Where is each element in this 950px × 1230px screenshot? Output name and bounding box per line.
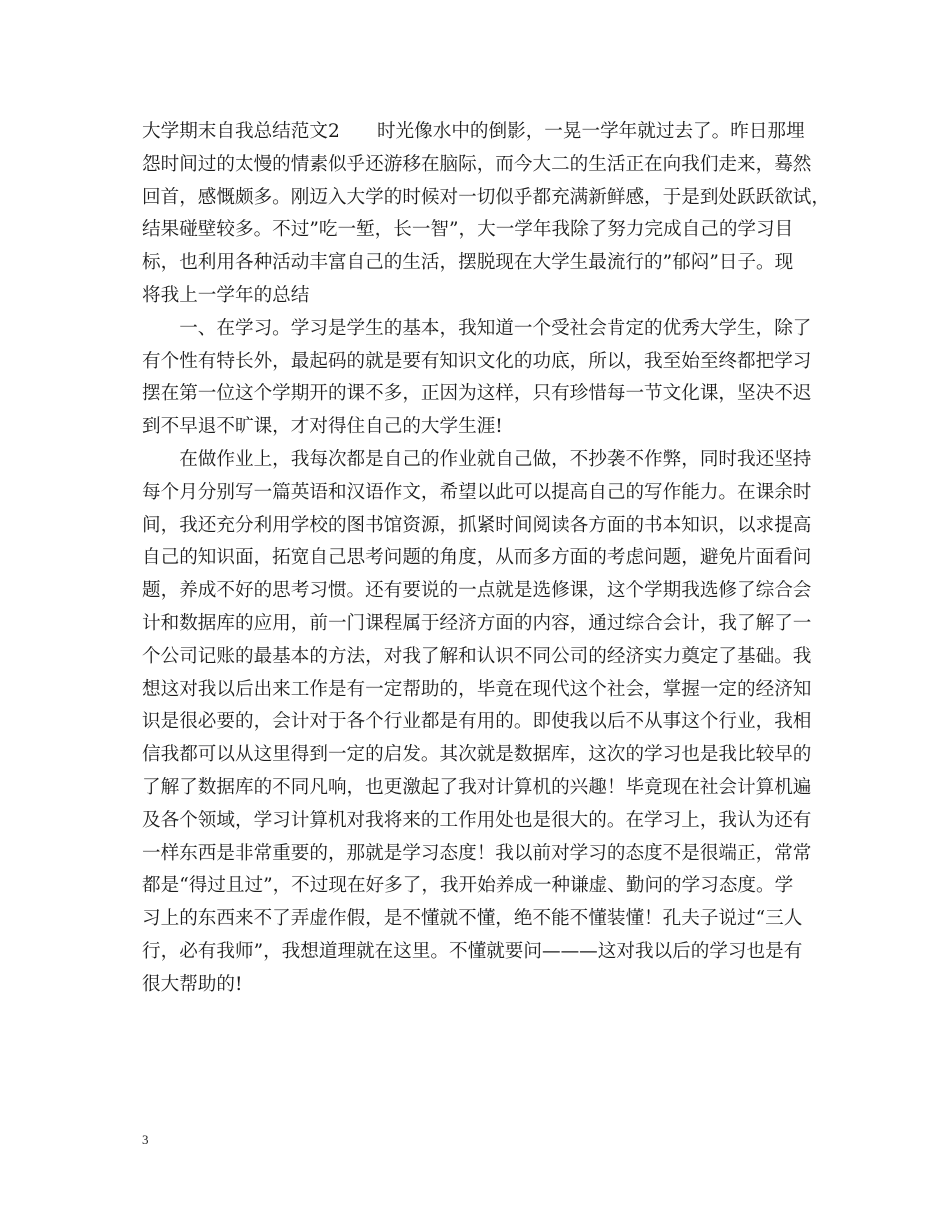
text-line: 摆在第一位这个学期开的课不多，正因为这样，只有珍惜每一节文化课，坚决不迟 bbox=[142, 383, 812, 405]
text-line: 行，必有我师”，我想道理就在这里。不懂就要问———这对我以后的学习也是有 bbox=[142, 940, 803, 962]
text-line: 及各个领域，学习计算机对我将来的工作用处也是很大的。在学习上，我认为还有 bbox=[142, 809, 812, 831]
text-line: 题，养成不好的思考习惯。还有要说的一点就是选修课，这个学期我选修了综合会 bbox=[142, 580, 812, 602]
text-line: 信我都可以从这里得到一定的启发。其次就是数据库，这次的学习也是我比较早的 bbox=[142, 744, 812, 766]
text-line: 大学期末自我总结范文2 时光像水中的倒影，一晃一学年就过去了。昨日那埋 bbox=[142, 121, 805, 142]
text-line: 到不早退不旷课，才对得住自己的大学生涯! bbox=[142, 416, 503, 438]
text-line: 一样东西是非常重要的，那就是学习态度！我以前对学习的态度不是很端正，常常 bbox=[142, 842, 812, 864]
text-line: 自己的知识面，拓宽自己思考问题的角度，从而多方面的考虑问题，避免片面看问 bbox=[142, 547, 812, 569]
paragraph-intro bbox=[142, 116, 830, 313]
page-number: 3 bbox=[142, 1132, 149, 1147]
text-line: 个公司记账的最基本的方法，对我了解和认识不同公司的经济实力奠定了基础。我 bbox=[142, 645, 812, 667]
paragraph-study bbox=[142, 313, 824, 444]
text-line: 想这对我以后出来工作是有一定帮助的，毕竟在现代这个社会，掌握一定的经济知 bbox=[142, 678, 812, 700]
text-line: 一、在学习。学习是学生的基本，我知道一个受社会肯定的优秀大学生，除了 bbox=[142, 317, 812, 339]
text-line: 有个性有特长外，最起码的就是要有知识文化的功底，所以，我至始至终都把学习 bbox=[142, 350, 812, 372]
text-line: 在做作业上，我每次都是自己的作业就自己做，不抄袭不作弊，同时我还坚持 bbox=[142, 448, 812, 470]
text-line: 很大帮助的! bbox=[142, 973, 243, 995]
text-line: 识是很必要的，会计对于各个行业都是有用的。即使我以后不从事这个行业，我相 bbox=[142, 711, 812, 733]
text-line: 了解了数据库的不同凡响，也更激起了我对计算机的兴趣！毕竟现在社会计算机遍 bbox=[142, 776, 812, 798]
text-line: 怨时间过的太慢的情素似乎还游移在脑际，而今大二的生活正在向我们走来，蓦然 bbox=[142, 153, 812, 175]
text-line: 结果碰壁较多。不过”吃一堑，长一智”，大一学年我除了努力完成自己的学习目 bbox=[142, 219, 794, 241]
text-line: 将我上一学年的总结 bbox=[142, 284, 310, 306]
text-line: 计和数据库的应用，前一门课程属于经济方面的内容，通过综合会计，我了解了一 bbox=[142, 612, 812, 634]
text-line: 都是“得过且过”，不过现在好多了，我开始养成一种谦虚、勤问的学习态度。学 bbox=[142, 875, 794, 897]
text-line: 回首，感慨颇多。刚迈入大学的时候对一切似乎都充满新鲜感，于是到处跃跃欲试， bbox=[142, 186, 830, 208]
text-line: 标，也利用各种活动丰富自己的生活，摆脱现在大学生最流行的”郁闷”日子。现 bbox=[142, 252, 794, 274]
text-line: 习上的东西来不了弄虚作假，是不懂就不懂，绝不能不懂装懂！孔夫子说过“三人 bbox=[142, 908, 803, 930]
text-line: 每个月分别写一篇英语和汉语作文，希望以此可以提高自己的写作能力。在课余时 bbox=[142, 481, 812, 503]
body-text bbox=[142, 116, 830, 1002]
paragraph-homework bbox=[142, 444, 824, 1002]
text-line: 间，我还充分利用学校的图书馆资源，抓紧时间阅读各方面的书本知识，以求提高 bbox=[142, 514, 812, 536]
